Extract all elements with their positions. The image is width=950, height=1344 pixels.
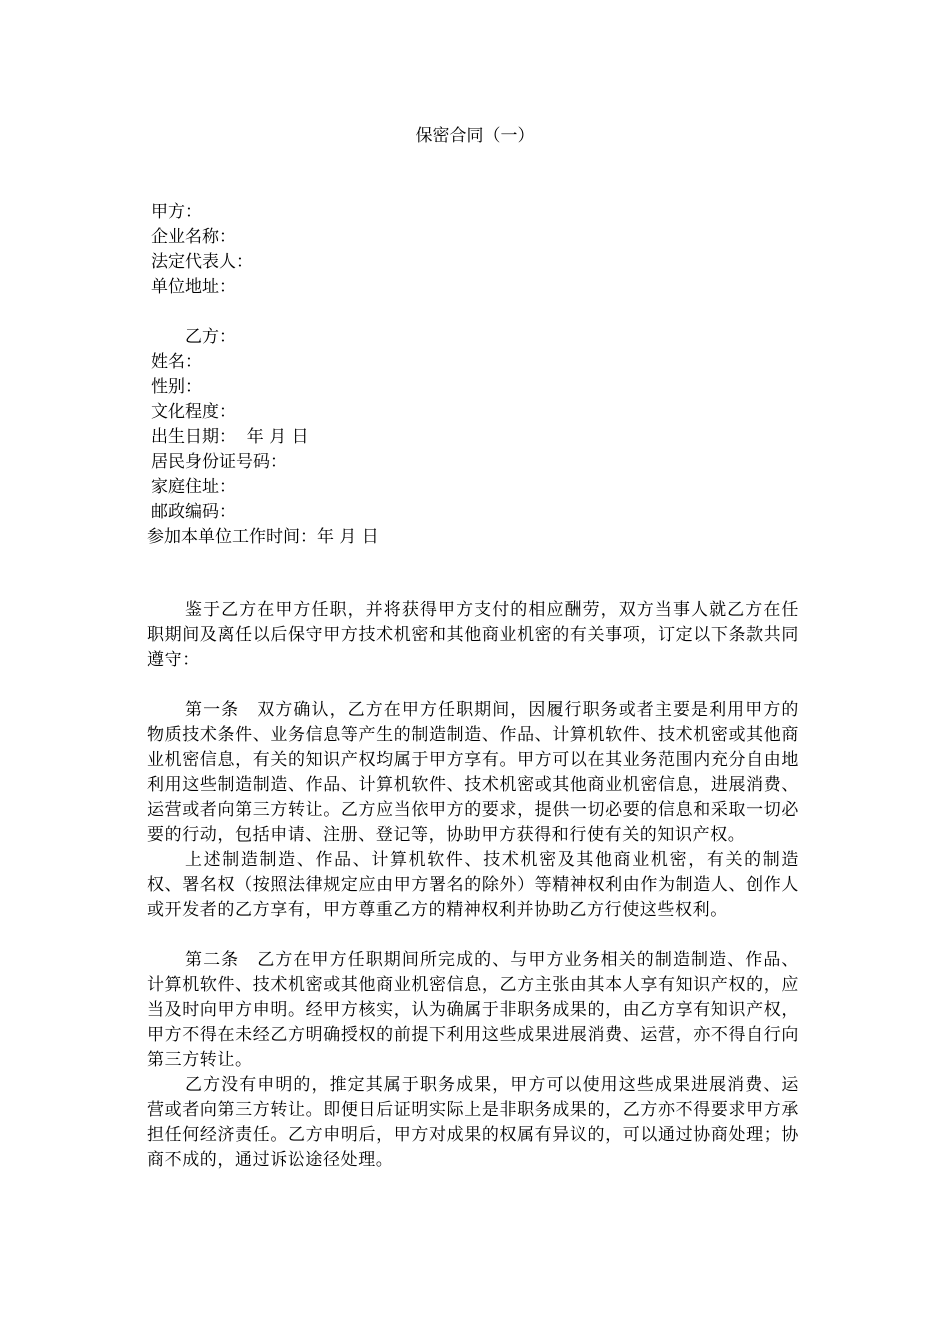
- contract-body: [147, 598, 799, 1173]
- party-b-birth-date: 出生日期： 年 月 日: [151, 427, 309, 447]
- party-b-label: 乙方：: [185, 327, 236, 347]
- party-b-id-number: 居民身份证号码：: [151, 452, 287, 472]
- party-b-home-address: 家庭住址：: [151, 477, 236, 497]
- article-1-paragraph-2: 上述制造制造、作品、计算机软件、技术机密及其他商业机密，有关的制造权、署名权（按照法律规定应由甲方署名的除外）等精神权利由作为制造人、创作人或开发者的乙方享有，甲方尊重乙方的精神权利并协助乙方行使这些权利。: [147, 850, 799, 920]
- article-2-paragraph-2: 乙方没有申明的，推定其属于职务成果，甲方可以使用这些成果进展消费、运营或者向第三方转让。即便日后证明实际上是非职务成果的，乙方亦不得要求甲方承担任何经济责任。乙方申明后，甲方对成果的权属有异议的，可以通过协商处理；协商不成的，通过诉讼途径处理。: [147, 1075, 799, 1170]
- party-b-join-date: 参加本单位工作时间：年 月 日: [147, 527, 379, 547]
- party-a-legal-rep: 法定代表人：: [151, 252, 253, 272]
- article-2-paragraph-1: 第二条 乙方在甲方任职期间所完成的、与甲方业务相关的制造制造、作品、计算机软件、技术机密或其他商业机密信息，乙方主张由其本人享有知识产权的，应当及时向甲方申明。经甲方核实，认为确属于非职务成果的，由乙方享有知识产权，甲方不得在未经乙方明确授权的前提下利用这些成果进展消费、运营，亦不得自行向第三方转让。: [147, 950, 799, 1070]
- article-1-paragraph-1: 第一条 双方确认，乙方在甲方任职期间，因履行职务或者主要是利用甲方的物质技术条件、业务信息等产生的制造制造、作品、计算机软件、技术机密或其他商业机密信息，有关的知识产权均属于甲方享有。甲方可以在其业务范围内充分自由地利用这些制造制造、作品、计算机软件、技术机密或其他商业机密信息，进展消费、运营或者向第三方转让。乙方应当依甲方的要求，提供一切必要的信息和采取一切必要的行动，包括申请、注册、登记等，协助甲方获得和行使有关的知识产权。: [147, 700, 799, 845]
- preamble-paragraph: 鉴于乙方在甲方任职，并将获得甲方支付的相应酬劳，双方当事人就乙方在任职期间及离任以后保守甲方技术机密和其他商业机密的有关事项，订定以下条款共同遵守：: [147, 600, 799, 670]
- party-b-education: 文化程度：: [151, 402, 236, 422]
- party-a-company-name: 企业名称：: [151, 227, 236, 247]
- party-b-postal-code: 邮政编码：: [151, 502, 236, 522]
- party-b-gender: 性别：: [151, 377, 202, 397]
- party-a-address: 单位地址：: [151, 277, 236, 297]
- party-b-name: 姓名：: [151, 352, 202, 372]
- document-title: 保密合同（一）: [415, 126, 535, 146]
- party-a-label: 甲方：: [151, 202, 202, 222]
